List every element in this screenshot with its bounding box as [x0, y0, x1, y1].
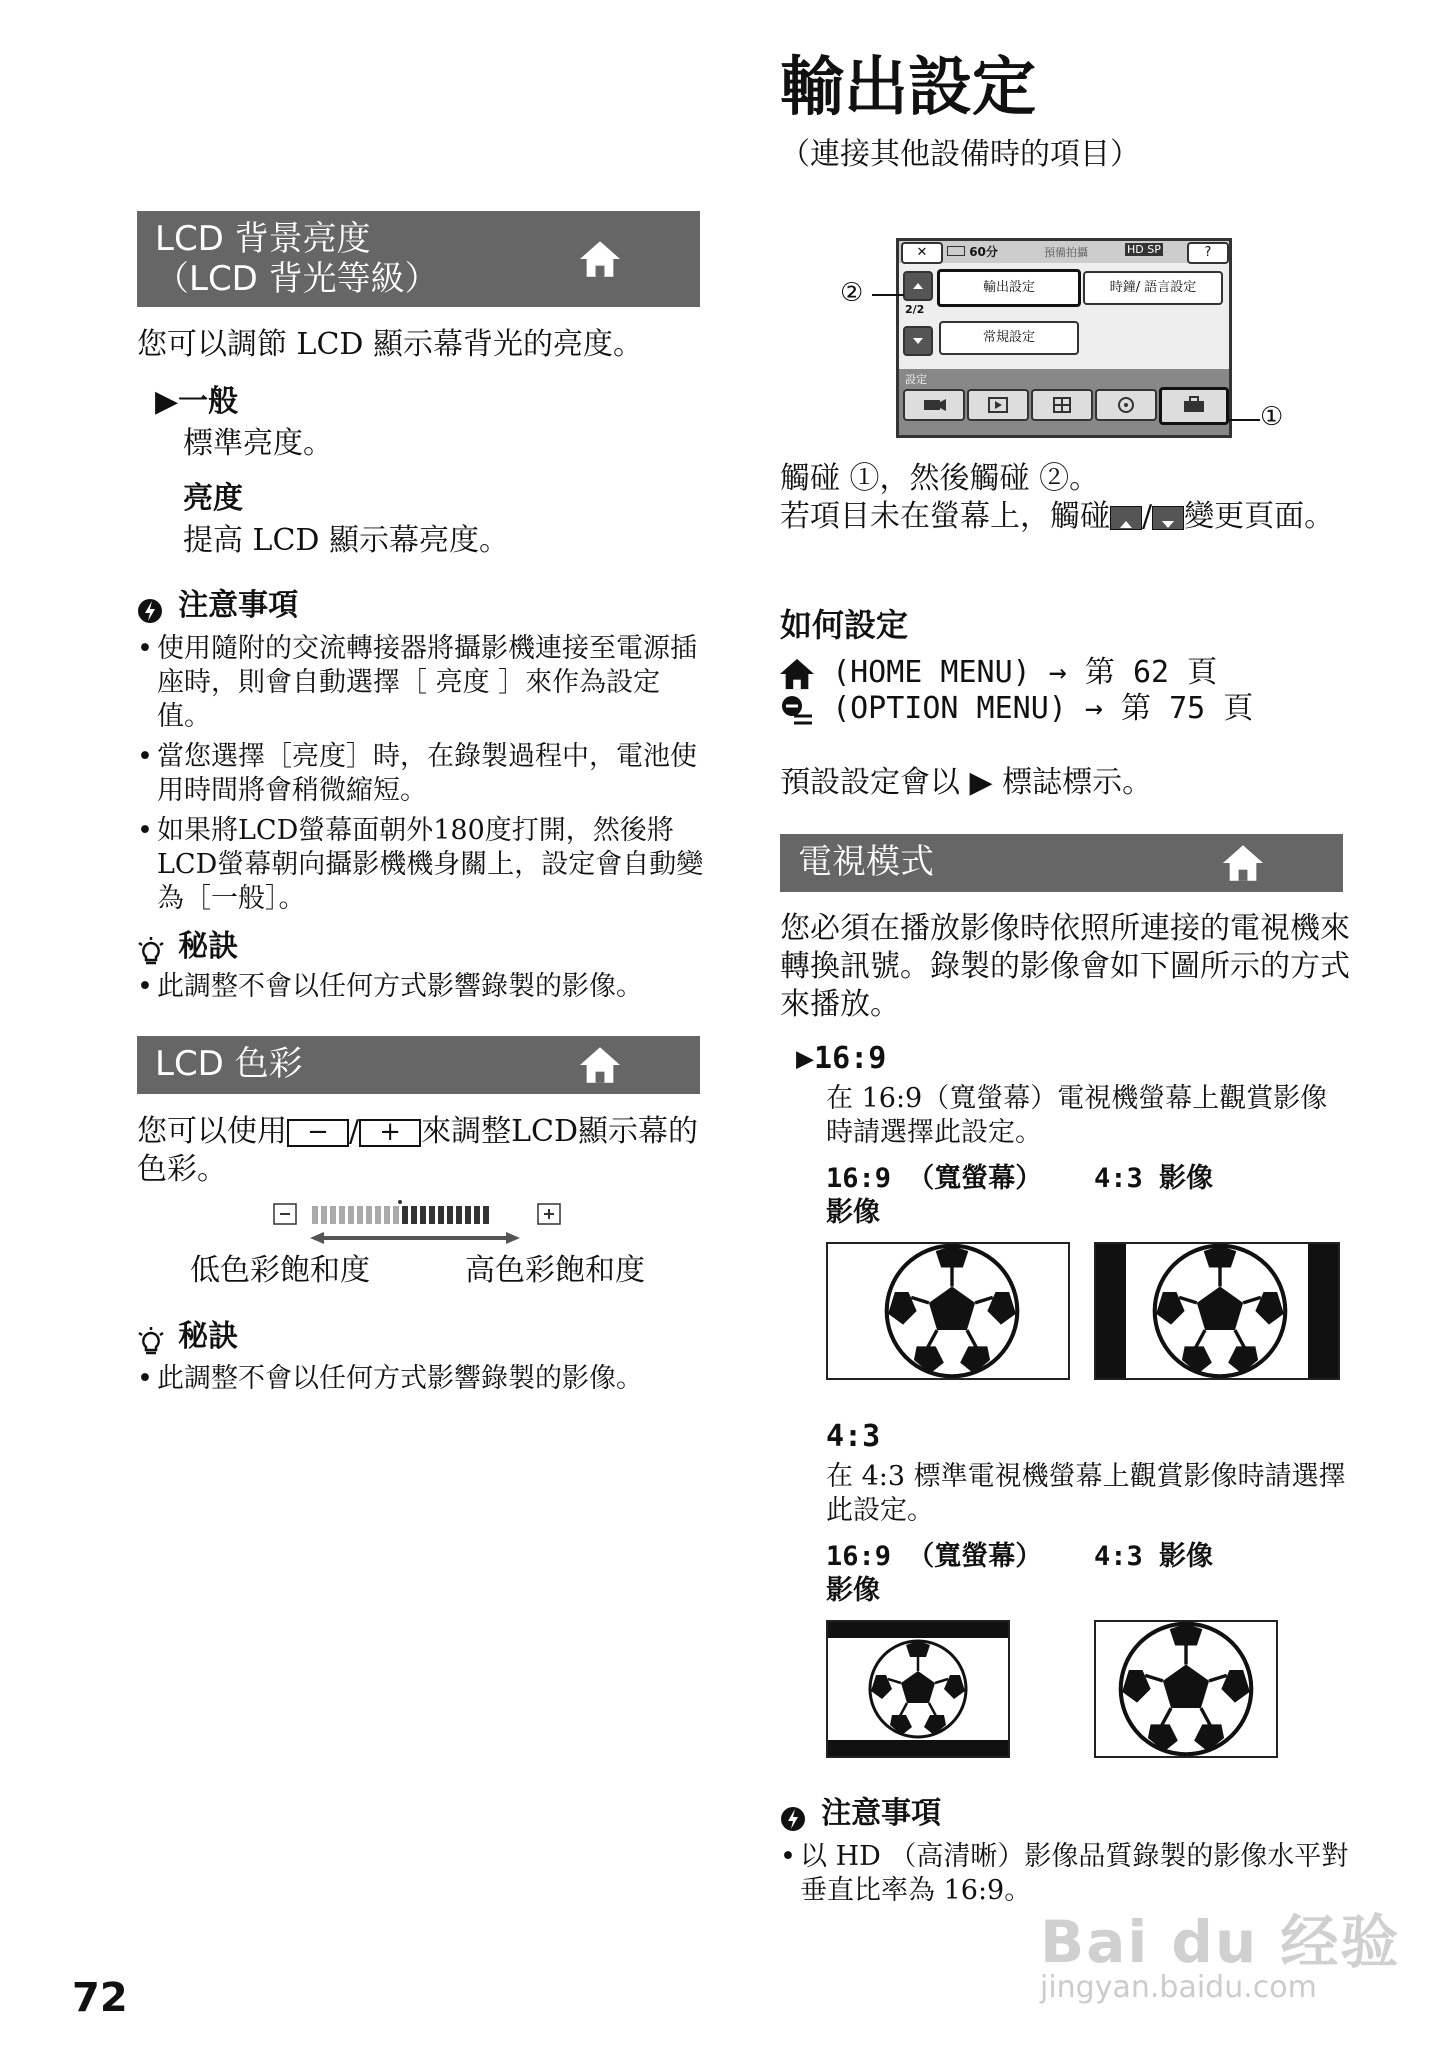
- minus-button-glyph: −: [287, 1119, 349, 1147]
- close-button[interactable]: ✕: [901, 242, 943, 264]
- playback-tab[interactable]: [967, 389, 1029, 421]
- lcd-brightness-desc: 您可以調節 LCD 顯示幕背光的亮度。: [137, 327, 644, 362]
- list-item: • 此調整不會以任何方式影響錄製的影像。: [137, 970, 707, 1004]
- page-down-button[interactable]: [903, 326, 933, 356]
- triangle-up-icon: [905, 273, 931, 299]
- list-item: • 使用隨附的交流轉接器將攝影機連接至電源插座時，則會自動選擇［ 亮度 ］來作為設定值。: [137, 632, 707, 734]
- soccer-ball-image-pillarbox: [1096, 1244, 1338, 1378]
- notes-heading-row: [137, 587, 298, 625]
- callout-2-line: [872, 294, 904, 296]
- tips-list: [137, 970, 707, 1010]
- soccer-ball-image: [828, 1244, 1068, 1378]
- scroll-up-icon: [1110, 506, 1142, 530]
- scroll-down-icon: [1152, 506, 1184, 530]
- low-saturation-label: 低色彩飽和度: [190, 1253, 370, 1288]
- disc-icon: [1111, 395, 1141, 415]
- battery-time: 60分: [969, 245, 998, 259]
- option-bright-desc: 提高 LCD 顯示幕亮度。: [183, 523, 510, 558]
- wide-caption: 16:9 （寬螢幕）影像: [826, 1163, 1043, 1228]
- std-caption: 4:3 影像: [1094, 1163, 1214, 1194]
- section-header-tv-mode: [780, 834, 1343, 892]
- play-icon: [983, 395, 1013, 415]
- lcd-color-desc: [137, 1113, 707, 1189]
- option-menu-icon: [780, 694, 814, 726]
- battery-icon: [947, 246, 965, 256]
- list-item: • 以 HD （高清晰）影像品質錄製的影像水平對垂直比率為 16:9。: [780, 1840, 1350, 1908]
- soccer-ball-image-letterbox: [828, 1622, 1008, 1756]
- help-button[interactable]: ?: [1187, 242, 1229, 264]
- std-on-wide-frame: [1094, 1242, 1340, 1380]
- option-wide-label: ▶16:9: [796, 1041, 887, 1076]
- slash: /: [1142, 499, 1153, 534]
- camera-tab[interactable]: [903, 389, 965, 421]
- settings-label: 設定: [905, 373, 927, 386]
- general-settings-button[interactable]: 常規設定: [939, 321, 1079, 355]
- lcd-top-bar: [899, 241, 1229, 263]
- default-note: 預設設定會以 ▶ 標誌標示。: [780, 765, 1153, 800]
- page-subtitle: （連接其他設備時的項目）: [780, 137, 1140, 172]
- clock-language-button[interactable]: 時鐘/ 語言設定: [1083, 271, 1223, 305]
- notes-heading: 注意事項: [178, 588, 299, 623]
- tips-heading: 秘訣: [178, 1319, 239, 1354]
- std-tv-frame: [1094, 1620, 1278, 1758]
- page-title: 輸出設定: [780, 51, 1036, 125]
- high-saturation-label: 高色彩飽和度: [465, 1253, 645, 1288]
- status-label: 預備拍攝: [1044, 246, 1088, 259]
- tips-heading: 秘訣: [178, 929, 239, 964]
- option-bright-label: 亮度: [183, 481, 243, 516]
- section-header-lcd-color: [137, 1036, 700, 1094]
- option-menu-text: (OPTION MENU) → 第 75 頁: [832, 691, 1254, 726]
- notes-heading: 注意事項: [821, 1796, 942, 1831]
- section-title: 電視模式: [798, 842, 934, 882]
- tips-heading-row: [137, 928, 238, 967]
- watermark-url: jingyan.baidu.com: [1040, 1970, 1317, 2005]
- warning-icon: [780, 1806, 806, 1832]
- home-menu-text: (HOME MENU) → 第 62 頁: [832, 655, 1218, 690]
- option-normal-desc: 標準亮度。: [183, 426, 333, 461]
- list-item: • 此調整不會以任何方式影響錄製的影像。: [137, 1362, 707, 1396]
- home-icon: [580, 1047, 620, 1083]
- tips-heading-row: [137, 1318, 238, 1357]
- std-caption: 4:3 影像: [1094, 1541, 1214, 1572]
- section-title-line1: LCD 背景亮度: [155, 219, 371, 259]
- callout-2: ②: [840, 278, 864, 308]
- home-menu-ref: [780, 654, 1217, 692]
- home-icon: [780, 658, 814, 690]
- warning-icon: [137, 598, 163, 624]
- soccer-ball-image: [1096, 1622, 1276, 1756]
- list-item: • 如果將LCD螢幕面朝外180度打開，然後將LCD螢幕朝向攝影機機身關上，設定會自動變為［一般］。: [137, 814, 707, 916]
- output-settings-button[interactable]: 輸出設定: [937, 269, 1081, 307]
- how-to-heading: 如何設定: [780, 606, 909, 644]
- battery-status: [947, 243, 998, 260]
- tips-list: [137, 1362, 707, 1402]
- lcd-settings-bar: [899, 369, 1229, 435]
- scroll-instruction: [780, 498, 1350, 536]
- callout-1: ①: [1260, 402, 1284, 432]
- tv-mode-desc: 您必須在播放影像時依照所連接的電視機來轉換訊號。錄製的影像會如下圖所示的方式來播放。: [780, 911, 1350, 1022]
- option-normal-label: ▶一般: [155, 384, 239, 419]
- page-indicator: 2/2: [905, 303, 925, 316]
- page-number: 72: [72, 1975, 128, 2021]
- slash: /: [349, 1114, 360, 1149]
- list-item: • 當您選擇［亮度］時，在錄製過程中，電池使用時間將會稍微縮短。: [137, 740, 707, 808]
- option-std-desc: 在 4:3 標準電視機螢幕上觀賞影像時請選擇此設定。: [826, 1461, 1346, 1526]
- desc-text: 來調整LCD顯示幕的色彩。: [137, 1114, 699, 1187]
- touch-instruction: 觸碰 ①，然後觸碰 ②。: [780, 461, 1100, 496]
- home-icon: [580, 241, 620, 277]
- notes-heading-row: [780, 1795, 941, 1833]
- plus-button-glyph: +: [359, 1119, 421, 1147]
- lcd-screen-illustration: [896, 238, 1232, 438]
- camera-icon: [919, 395, 949, 415]
- level-bar: [312, 1200, 489, 1224]
- option-std-label: 4:3: [826, 1419, 881, 1454]
- section-header-lcd-brightness: [137, 211, 700, 307]
- callout-1-line: [1228, 419, 1260, 421]
- option-wide-desc: 在 16:9（寬螢幕）電視機螢幕上觀賞影像時請選擇此設定。: [826, 1083, 1328, 1148]
- grid-icon: [1047, 395, 1077, 415]
- wide-caption: 16:9 （寬螢幕）影像: [826, 1541, 1043, 1606]
- home-icon: [1223, 845, 1263, 881]
- page-up-button[interactable]: [903, 271, 933, 301]
- triangle-down-icon: [905, 328, 931, 354]
- section-title-line2: （LCD 背光等級）: [155, 259, 439, 299]
- scroll-text: 若項目未在螢幕上，觸碰: [780, 499, 1110, 534]
- toolbox-icon: [1179, 394, 1209, 416]
- lightbulb-icon: [137, 1327, 165, 1357]
- desc-text: 您可以使用: [137, 1114, 287, 1149]
- quality-badge: HD SP: [1127, 243, 1161, 256]
- lightbulb-icon: [137, 937, 165, 967]
- other-tab[interactable]: [1031, 389, 1093, 421]
- watermark-logo: Bai du 经验: [1040, 1908, 1401, 1976]
- settings-tab[interactable]: [1159, 387, 1229, 425]
- wide-on-std-frame: [826, 1620, 1010, 1758]
- section-title: LCD 色彩: [155, 1044, 303, 1084]
- disc-tab[interactable]: [1095, 389, 1157, 421]
- color-level-slider: [270, 1200, 570, 1250]
- scroll-text-end: 變更頁面。: [1184, 499, 1335, 534]
- wide-tv-frame: [826, 1242, 1070, 1380]
- option-menu-ref: [780, 690, 1253, 728]
- notes-list: [137, 632, 707, 922]
